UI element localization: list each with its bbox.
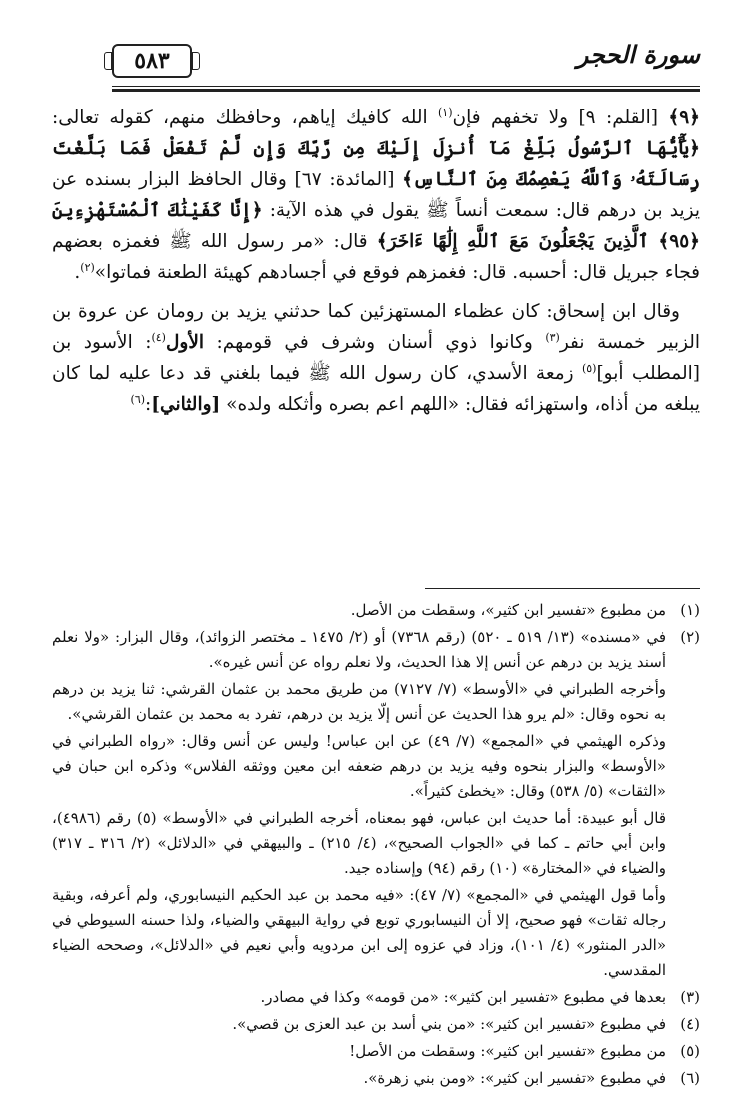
footnote — [52, 985, 700, 1012]
footnote-ref: (٦) — [130, 392, 146, 406]
main-text — [52, 102, 700, 420]
footnotes — [52, 598, 700, 1093]
footnote-number: (٦) — [680, 1069, 700, 1087]
text: الله كافيك إياهم، وحافظك منهم، كقوله تعالى: — [52, 107, 438, 128]
text: [القلم: ٩] ولا تخفهم فإن — [452, 107, 669, 128]
footnote-number: (٢) — [680, 628, 700, 646]
footnote-text: في مطبوع «تفسير ابن كثير»: «من بني أسد بن عبد العزى بن قصي». — [232, 1015, 666, 1033]
verse-number: ﴿٩﴾ — [668, 107, 700, 128]
footnote — [52, 1039, 700, 1066]
footnote — [52, 598, 700, 625]
page-number: ٥٨٣ — [112, 44, 192, 78]
footnote-text: في «مسنده» (١٣/ ٥١٩ ـ ٥٢٠) (رقم ٧٣٦٨) أو (٢/ ١٤٧٥ ـ مختصر الزوائد)، وقال البزار: «ولا نعلم أسند يزيد بن درهم عن أنس إلا هذا الحديث، ولا نعلم رواه عن أنس غيره». — [52, 628, 666, 671]
footnote-text: وأخرجه الطبراني في «الأوسط» (٧/ ٧١٢٧) من طريق محمد بن عثمان القرشي: ثنا يزيد بن درهم به نحوه وقال: «لم يرو هذا الحديث عن أنس إلّا يزيد بن درهم، تفرد به محمد بن عثمان القرشي». — [52, 680, 666, 723]
text: وقال ابن إسحاق: كان عظماء المستهزئين كما حدثني يزيد بن رومان عن عروة بن الزبير خمسة نفر — [52, 301, 701, 353]
footnote-number: (٤) — [680, 1015, 700, 1033]
footnote-text: من مطبوع «تفسير ابن كثير»، وسقطت من الأصل. — [350, 601, 666, 619]
footnote-number: (٥) — [680, 1042, 700, 1060]
footnote-text: وذكره الهيثمي في «المجمع» (٧/ ٤٩) عن ابن عباس! وليس عن أنس وقال: «رواه الطبراني في «الأوسط» والبزار بنحوه وفيه يزيد بن درهم ضعفه ابن معين ووثقه الفلاس» وذكره ابن حبان في «الثقات» (٥/ ٥٣٨) وقال: «يخطئ كثيراً». — [52, 732, 666, 800]
paragraph-2 — [52, 296, 700, 420]
footnote — [52, 1066, 700, 1093]
text: وكانوا ذوي أسنان وشرف في قومهم: — [204, 332, 546, 353]
footnote-number: (١) — [680, 601, 700, 619]
paragraph-1 — [52, 102, 700, 288]
footnote-number: (٣) — [680, 988, 700, 1006]
text: : الأسود بن [المطلب أبو] — [52, 332, 700, 384]
footnote — [52, 625, 700, 985]
text: : — [145, 394, 152, 415]
bold-term: [والثاني] — [151, 394, 221, 415]
footnote-ref: (٥) — [581, 361, 597, 375]
surah-title: سورة الحجر — [576, 40, 700, 69]
footnote-ref: (٢) — [80, 260, 95, 274]
footnote-ref: (١) — [438, 105, 453, 119]
footnote-ref: (٣) — [545, 330, 560, 344]
quran-verse: ﴿إِنَّا كَفَيْنَٰكَ ٱلْمُسْتَهْزِءِينَ ﴿٩٥﴾ ٱلَّذِينَ يَجْعَلُونَ مَعَ ٱللَّهِ إِلَٰهًا ءَاخَرَ﴾ — [52, 200, 700, 252]
footnote — [52, 1012, 700, 1039]
header-rule — [112, 89, 700, 92]
footnote-ref: (٤) — [151, 330, 166, 344]
footnote-text: في مطبوع «تفسير ابن كثير»: «ومن بني زهرة». — [363, 1069, 666, 1087]
quran-verse: ﴿يَٰٓأَيُّهَا ٱلرَّسُولُ بَلِّغْ مَآ أُنزِلَ إِلَيْكَ مِن رَّبِّكَ وَإِن لَّمْ تَفْعَلْ فَمَا بَلَّغْتَ رِسَالَتَهُۥ وَٱللَّهُ يَعْصِمُكَ مِنَ ٱلنَّاسِ﴾ — [52, 138, 701, 190]
footnote-text: قال أبو عبيدة: أما حديث ابن عباس، فهو بمعناه، أخرجه الطبراني في «الأوسط» (٥) رقم (٤٩٨٦)، وابن أبي حاتم ـ كما في «الجواب الصحيح»، (٤/ ٢١٥) ـ والبيهقي في «الدلائل» (٢/ ٣١٦ ـ ٣١٧) والضياء في «المختارة» (١٠) رقم (٩٤) وإسناده جيد. — [52, 809, 667, 877]
footnote-text: بعدها في مطبوع «تفسير ابن كثير»: «من قومه» وكذا في مصادر. — [260, 988, 666, 1006]
page-header — [112, 40, 700, 92]
header-rule-thin — [112, 86, 700, 87]
text: . — [74, 262, 81, 283]
text: [المائدة: ٦٧] وقال الحافظ البزار بسنده عن يزيد بن درهم قال: سمعت أنساً ﷺ يقول في هذه الآية: — [52, 169, 701, 221]
text: زمعة الأسدي، كان رسول الله ﷺ فيما بلغني قد دعا عليه لما كان يبلغه من أذاه، واستهزائه فقال: «اللهم اعم بصره وأثكله ولده» — [52, 363, 700, 415]
bold-term: الأول — [165, 332, 205, 353]
footnote-text: وأما قول الهيثمي في «المجمع» (٧/ ٤٧): «فيه محمد بن عبد الحكيم النيسابوري، ولم أعرفه، وبقية رجاله ثقات» فهو صحيح، إلا أن النيسابوري توبع في رواية البيهقي والضياء، ولذا حسنه السيوطي في «الدر المنثور» (٤/ ١٠١)، وزاد في عزوه إلى ابن مردويه وأبي نعيم في «الدلائل»، وصححه الضياء المقدسي. — [52, 886, 667, 979]
text: قال: «مر رسول الله ﷺ فغمزه بعضهم فجاء جبريل قال: أحسبه. قال: فغمزهم فوقع في أجسادهم كهيئة الطعنة فماتوا» — [52, 231, 700, 283]
footnote-text: من مطبوع «تفسير ابن كثير»: وسقطت من الأصل! — [349, 1042, 666, 1060]
footnote-separator — [425, 588, 700, 589]
